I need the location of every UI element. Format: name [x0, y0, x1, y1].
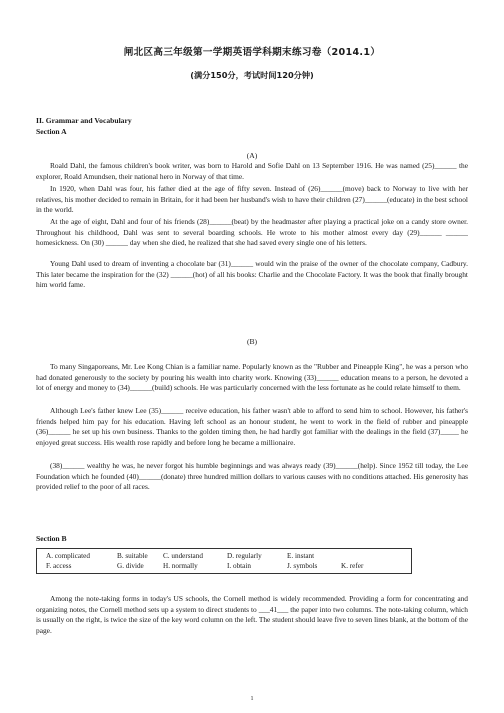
word-option: J. symbols [287, 562, 318, 570]
passage-a-paragraph-4: Young Dahl used to dream of inventing a chocolate bar (31)______ would win the praise of the owner of the chocolate company, Cadbury. This later became the inspiration for the (32) ______(hot) of all his books: Charlie and the Chocolate Factory. It was the book that finally brought him world fame. [36, 259, 468, 290]
passage-a-paragraph-2: In 1920, when Dahl was four, his father died at the age of fifty seven. Instead of (26)______(move) back to Norway to live with her relatives, his mother decided to remain in Britain, for it had been her husband's wish to have their children (27)______(educate) in the best school in the world. [36, 184, 468, 215]
exam-subtitle: (满分150分，考试时间120分钟) [190, 70, 314, 80]
word-option: D. regularly [227, 552, 262, 560]
word-option: K. refer [341, 562, 364, 570]
exam-title: 闸北区高三年级第一学期英语学科期末练习卷（2014.1） [123, 47, 381, 58]
passage-a-paragraph-3: At the age of eight, Dahl and four of his friends (28)______(beat) by the headmaster after playing a practical joke on a candy store owner. Throughout his childhood, Dahl was sent to several boarding schools. He wrote to his mother almost every day (29)______ ______ homesickness. On (30) ______ day when she died, he realized that she had saved every single one of his letters. [36, 217, 468, 248]
passage-b-paragraph-3: (38)______ wealthy he was, he never forgot his humble beginnings and was always ready (39)______(help). Since 1952 till today, the Lee Foundation which he founded (40)______(donate) three hundred million dollars to various causes with no conditions attached. His generosity has provided relief to the poor of all races. [36, 461, 468, 492]
word-option: A. complicated [46, 552, 90, 560]
word-option: F. access [46, 562, 72, 570]
word-option: C. understand [163, 552, 203, 560]
section-b-paragraph: Among the note-taking forms in today's US schools, the Cornell method is widely recommended. Providing a form for concentrating and organizing notes, the Cornell method sets up a system to direct students to ___41___ the paper into two columns. The note-taking column, which is usually on the right, is twice the size of the key word column on the left. The student should leave five to seven lines blank, at the bottom of the page. [36, 594, 468, 635]
passage-a-paragraph-1: Roald Dahl, the famous children's book writer, was born to Harold and Sofie Dahl on 13 September 1916. He was named (25)______ the explorer, Roald Amundsen, their national hero in Norway of that time. [36, 161, 468, 181]
passage-b-paragraph-1: To many Singaporeans, Mr. Lee Kong Chian is a familiar name. Popularly known as the "Rubber and Pineapple King", he was a person who had donated generously to the society by pouring his wealth into charity work. Knowing (33)______ education means to a person, he devoted a lot of energy and money to (34)______(build) schools. He was particularly concerned with the less fortunate as he could relate himself to them. [36, 362, 468, 393]
word-option: H. normally [163, 562, 198, 570]
word-option: E. instant [287, 552, 315, 560]
passage-b-label: (B) [246, 337, 258, 346]
section-a-heading: Section A [36, 127, 67, 136]
word-option: G. divide [117, 562, 144, 570]
part-heading: II. Grammar and Vocabulary [36, 116, 132, 125]
passage-b-paragraph-2: Although Lee's father knew Lee (35)______ receive education, his father wasn't able to afford to send him to school. However, his father's friends helped him pay for his education. Having left school as an honour student, he went to work in the field of rubber and pineapple (36)______ he set up his own business. Thanks to the golden timing then, he had hardly got familiar with the dealings in the field (37)_____ he enjoyed great success. His wealth rose rapidly and before long he became a millionaire. [36, 406, 468, 447]
word-option: B. suitable [117, 552, 148, 560]
passage-a-label: (A) [246, 151, 258, 160]
page-number: 1 [250, 696, 254, 702]
section-b-heading: Section B [36, 534, 67, 543]
word-option: I. obtain [227, 562, 251, 570]
word-bank-box [36, 548, 412, 574]
